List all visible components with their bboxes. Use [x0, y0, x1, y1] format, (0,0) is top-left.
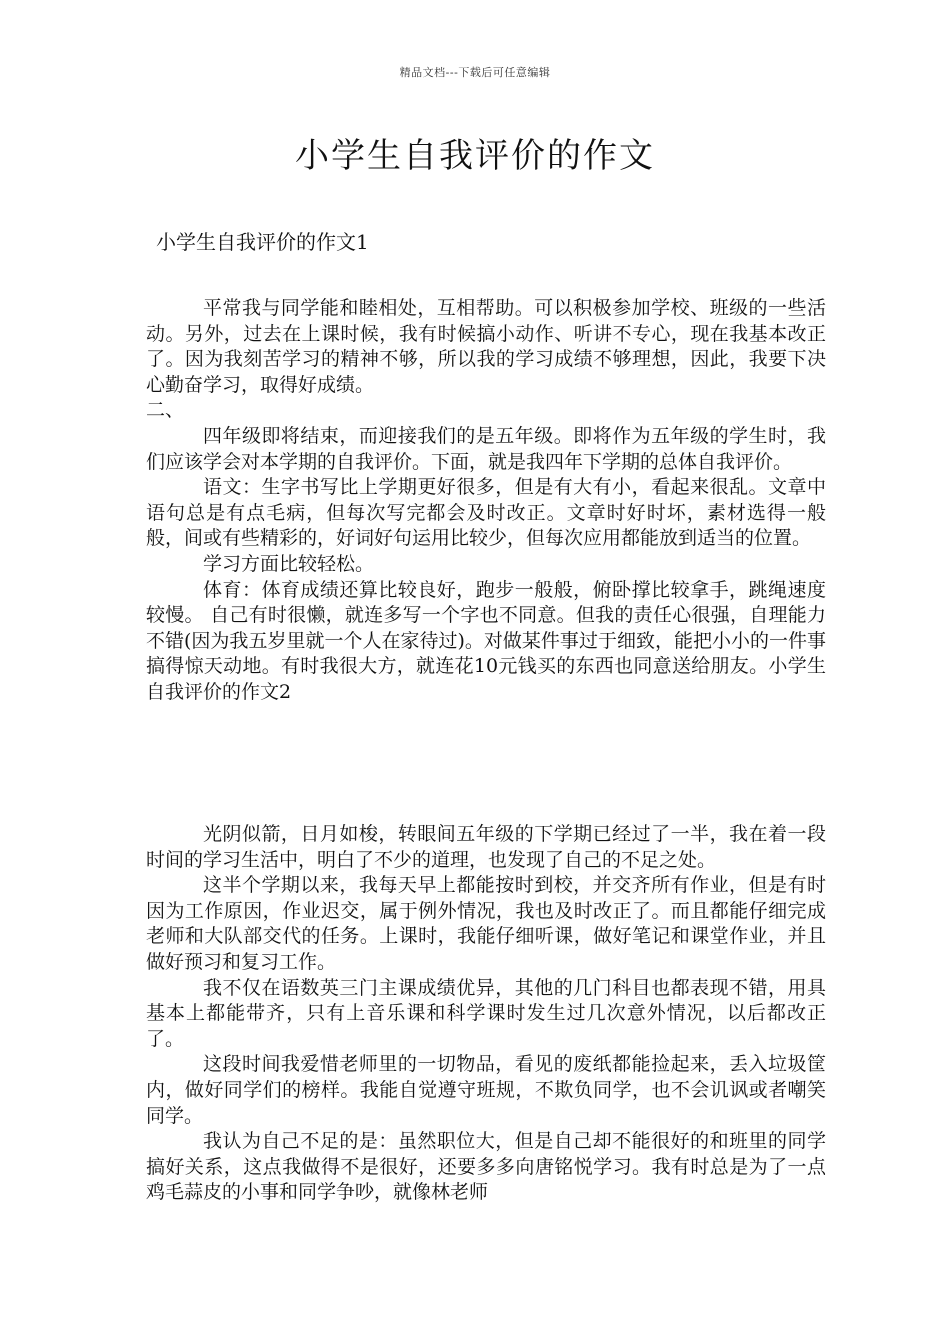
- paragraph: 体育：体育成绩还算比较良好，跑步一般般，俯卧撑比较拿手，跳绳速度较慢。 自己有时很懒，就连多写一个字也不同意。但我的责任心很强，自理能力不错(因为我五岁里就一个人在家待过)。对做某件事过于细致，能把小小的一件事搞得惊天动地。有时我很大方，就连花10元钱买的东西也同意送给朋友。小学生自我评价的作文2: [146, 578, 826, 703]
- document-title: 小学生自我评价的作文: [295, 136, 655, 176]
- paragraph: 我不仅在语数英三门主课成绩优异，其他的几门科目也都表现不错，用具基本上都能带齐，只有上音乐课和科学课时发生过几次意外情况，以后都改正了。: [146, 976, 826, 1050]
- text-block-1: [146, 296, 826, 706]
- paragraph: 这半个学期以来，我每天早上都能按时到校，并交齐所有作业，但是有时因为工作原因，作业迟交，属于例外情况，我也及时改正了。而且都能仔细完成老师和大队部交代的任务。上课时，我能仔细听课，做好笔记和课堂作业，并且做好预习和复习工作。: [146, 874, 826, 973]
- page-header-note: 精品文档---下载后可任意编辑: [399, 66, 551, 79]
- section-heading-1: 小学生自我评价的作文1: [156, 230, 369, 254]
- paragraph: 平常我与同学能和睦相处，互相帮助。可以积极参加学校、班级的一些活动。另外，过去在上课时候，我有时候搞小动作、听讲不专心，现在我基本改正了。因为我刻苦学习的精神不够，所以我的学习成绩不够理想，因此，我要下决心勤奋学习，取得好成绩。: [146, 297, 826, 396]
- paragraph: 四年级即将结束，而迎接我们的是五年级。即将作为五年级的学生时，我们应该学会对本学期的自我评价。下面，就是我四年下学期的总体自我评价。: [146, 424, 826, 473]
- paragraph: 语文：生字书写比上学期更好很多，但是有大有小，看起来很乱。文章中语句总是有点毛病，但每次写完都会及时改正。文章时好时坏，素材选得一般般，间或有些精彩的，好词好句运用比较少，但每次应用都能放到适当的位置。: [146, 476, 826, 550]
- paragraph: 这段时间我爱惜老师里的一切物品，看见的废纸都能捡起来，丢入垃圾筐内，做好同学们的榜样。我能自觉遵守班规，不欺负同学，也不会讥讽或者嘲笑同学。: [146, 1053, 826, 1127]
- paragraph: 我认为自己不足的是：虽然职位大，但是自己却不能很好的和班里的同学搞好关系，这点我做得不是很好，还要多多向唐铭悦学习。我有时总是为了一点鸡毛蒜皮的小事和同学争吵，就像林老师: [146, 1130, 826, 1204]
- paragraph: 二、: [146, 399, 185, 422]
- text-block-2: [146, 822, 826, 1206]
- paragraph: 学习方面比较轻松。: [203, 552, 375, 575]
- paragraph: 光阴似箭，日月如梭，转眼间五年级的下学期已经过了一半，我在着一段时间的学习生活中，明白了不少的道理，也发现了自己的不足之处。: [146, 823, 826, 871]
